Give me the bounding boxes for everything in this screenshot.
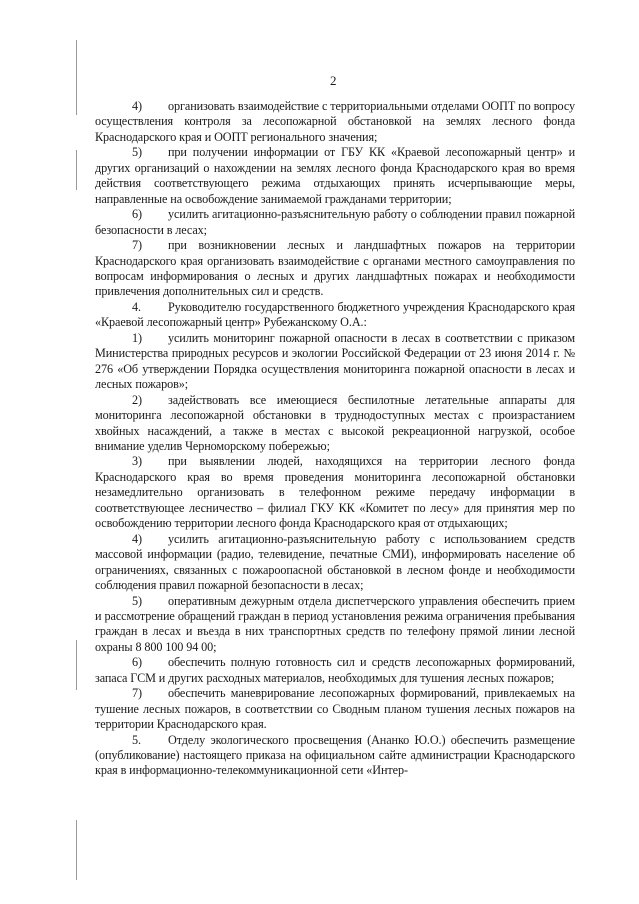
item-number: 2) (132, 392, 142, 407)
item-number: 4. (132, 299, 141, 314)
paragraph (95, 300, 575, 331)
item-number: 6) (132, 655, 142, 670)
paragraph (95, 532, 575, 594)
paragraph-text: усилить мониторинг пожарной опасности в лесах в соответствии с приказом Министерства природных ресурсов и экологии Российской Федерации от 23 июня 2014 г. № 276 «Об утверждении Порядка осуществления мониторинга пожарной опасности в лесах и лесных пожаров»; (95, 330, 575, 392)
item-number: 4) (132, 99, 142, 113)
scan-edge-line (76, 820, 77, 880)
paragraph-text: обеспечить полную готовность сил и средств лесопожарных формирований, запаса ГСМ и других расходных материалов, необходимых для тушения лесных пожаров; (95, 655, 575, 685)
scan-edge-line (76, 150, 77, 190)
page-number: 2 (330, 73, 337, 88)
paragraph-text: при возникновении лесных и ландшафтных пожаров на территории Краснодарского края организовать взаимодействие с органами местного самоуправления по вопросам информирования о лесных и других ландшафтных пожарах и необходимости привлечения дополнительных сил и средств. (95, 238, 575, 299)
paragraph-text: задействовать все имеющиеся беспилотные летательные аппараты для мониторинга лесопожарной обстановки в труднодоступных местах с произрастанием хвойных насаждений, а также в местах с высокой рекреационной нагрузкой, особое внимание уделив Черноморскому побережью; (95, 392, 575, 453)
paragraph (95, 655, 575, 686)
item-number: 7) (132, 686, 142, 701)
paragraph-text: оперативным дежурным отдела диспетчерского управления обеспечить прием и рассмотрение обращений граждан в период установления режима ограничения пребывания граждан в лесах и въезда в них транспортных средств по телефону прямой линии лесной охраны 8 800 100 94 00; (95, 593, 575, 654)
paragraph-text: при получении информации от ГБУ КК «Краевой лесопожарный центр» и других организаций о нахождении на землях лесного фонда Краснодарского края во время действия соответствующего режима отдыхающих принять исчерпывающие меры, направленные на освобождение занимаемой гражданами территории; (95, 145, 575, 206)
paragraph (95, 238, 575, 300)
scan-edge-line (76, 40, 77, 115)
item-number: 5) (132, 593, 142, 608)
paragraph (95, 145, 575, 207)
paragraph-text: при выявлении людей, находящихся на территории лесного фонда Краснодарского края во время проведения мониторинга лесопожарной обстановки незамедлительно организовать в телефонном режиме передачу информации в соответствующее лесничество – филиал ГКУ КК «Комитет по лесу» для принятия мер по освобождению территории лесного фонда Краснодарского края от отдыхающих; (95, 454, 575, 531)
paragraph (95, 331, 575, 393)
item-number: 5) (132, 145, 142, 160)
paragraph-text: усилить агитационно-разъяснительную работу о соблюдении правил пожарной безопасности в лесах; (95, 207, 575, 237)
paragraph (95, 733, 575, 779)
paragraph (95, 686, 575, 732)
paragraph-text: организовать взаимодействие с территориальными отделами ООПТ по вопросу осуществления контроля за лесопожарной обстановкой на землях лесного фонда Краснодарского края и ООПТ регионального значения; (95, 99, 575, 144)
document-body (95, 99, 575, 779)
paragraph (95, 393, 575, 455)
paragraph (95, 99, 575, 145)
paragraph (95, 594, 575, 656)
scan-edge-line (76, 640, 77, 690)
paragraph-text: усилить агитационно-разъяснительную работу с использованием средств массовой информации (радио, телевидение, печатные СМИ), информировать население об ограничениях, связанных с пожароопасной обстановкой в лесном фонде и необходимости соблюдения правил пожарной безопасности в лесах; (95, 531, 575, 593)
paragraph-text: Отделу экологического просвещения (Ананко Ю.О.) обеспечить размещение (опубликование) настоящего приказа на официальном сайте администрации Краснодарского края в информационно-телекоммуникационной сети «Интер- (95, 732, 575, 778)
item-number: 3) (132, 454, 142, 469)
paragraph (95, 207, 575, 238)
item-number: 1) (132, 330, 142, 345)
paragraph-text: Руководителю государственного бюджетного учреждения Краснодарского края «Краевой лесопожарный центр» Рубежанскому О.А.: (95, 299, 575, 330)
item-number: 4) (132, 531, 142, 546)
item-number: 6) (132, 207, 142, 222)
paragraph-text: обеспечить маневрирование лесопожарных формирований, привлекаемых на тушение лесных пожаров, в соответствии со Сводным планом тушения лесных пожаров на территории Краснодарского края. (95, 686, 575, 732)
item-number: 5. (132, 732, 141, 747)
paragraph (95, 454, 575, 531)
item-number: 7) (132, 238, 142, 253)
